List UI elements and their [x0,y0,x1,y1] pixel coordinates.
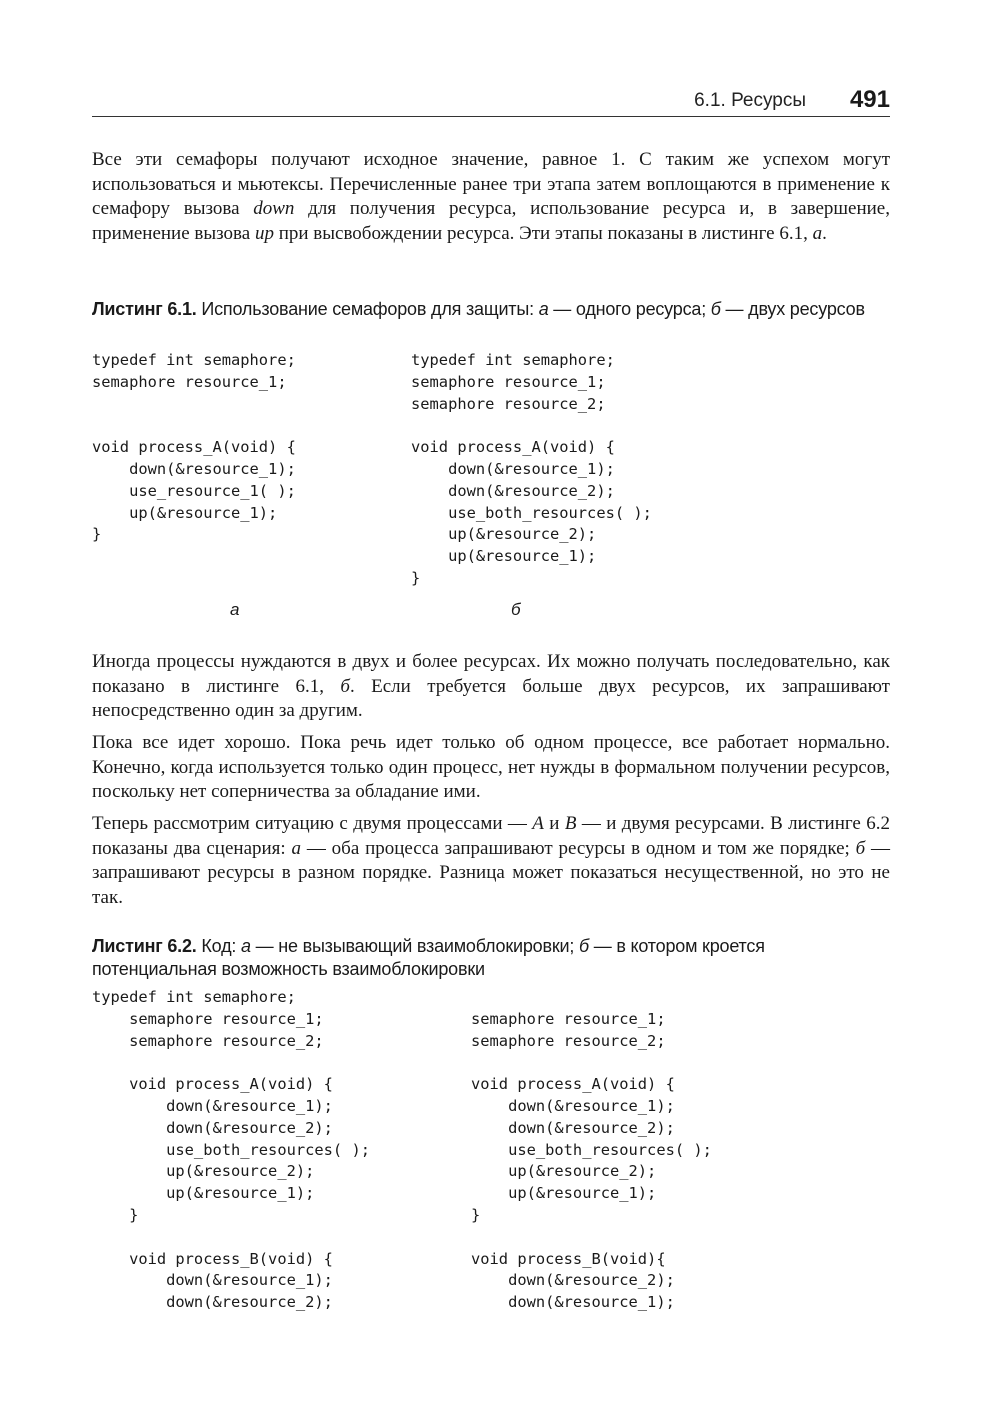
page-number: 491 [849,86,890,113]
paragraph-single-process: Пока все идет хорошо. Пока речь идет только об одном процессе, все работает нормально. Конечно, когда используется только один процесс, нет нужды в формальном получении ресурсов, поскольку нет соперничества за обладание ими. [92,732,890,803]
listing-6-1-label-b: б [511,600,521,619]
listing-6-2-code-b: semaphore resource_1; semaphore resource_2; void process_A(void) { down(&resource_1); down(&resource_2); use_both_resources( ); up(&resource_2); up(&resource_1); } void process_B(void){ down(&resource_2); down(&resource_1); [471,1009,712,1312]
running-head: 6.1. Ресурсы [694,90,806,111]
paragraph-semaphores-intro: Все эти семафоры получают исходное значение, равное 1. С таким же успехом могут использоваться и мьютексы. Перечисленные ранее три этапа затем воплощаются в применение к семафору вызова down для получения ресурса, использование ресурса и, в завершение, применение вызова up при высвобождении ресурса. Эти этапы показаны в листинге 6.1, а. [92,149,890,244]
listing-6-1-label-a: а [230,600,240,619]
listing-6-1-caption: Листинг 6.1. Использование семафоров для защиты: а — одного ресурса; б — двух ресурсов [92,299,865,319]
listing-6-2-caption: Листинг 6.2. Код: а — не вызывающий взаимоблокировки; б — в котором кроется потенциальная возможность взаимоблокировки [92,936,765,979]
listing-6-1-code-b: typedef int semaphore; semaphore resource_1; semaphore resource_2; void process_A(void) { down(&resource_1); down(&resource_2); use_both_resources( ); up(&resource_2); up(&resource_1); } [411,351,652,587]
page-header [92,86,890,117]
paragraph-two-processes: Теперь рассмотрим ситуацию с двумя процессами — A и B — и двумя ресурсами. В листинге 6.2 показаны два сценария: а — оба процесса запрашивают ресурсы в одном и том же порядке; б — запрашивают ресурсы в разном порядке. Разница может показаться несущественной, но это не так. [92,813,891,908]
paragraph-multiple-resources: Иногда процессы нуждаются в двух и более ресурсах. Их можно получать последовательно, как показано в листинге 6.1, б. Если требуется больше двух ресурсов, их запрашивают непосредственно один за другим. [92,651,890,722]
listing-6-2-code-a: typedef int semaphore; semaphore resource_1; semaphore resource_2; void process_A(void) { down(&resource_1); down(&resource_2); use_both_resources( ); up(&resource_2); up(&resource_1); } void process_B(void) { down(&resource_1); down(&resource_2); [92,988,370,1312]
listing-6-1-code-a: typedef int semaphore; semaphore resource_1; void process_A(void) { down(&resource_1); use_resource_1( ); up(&resource_1); } [92,351,296,544]
